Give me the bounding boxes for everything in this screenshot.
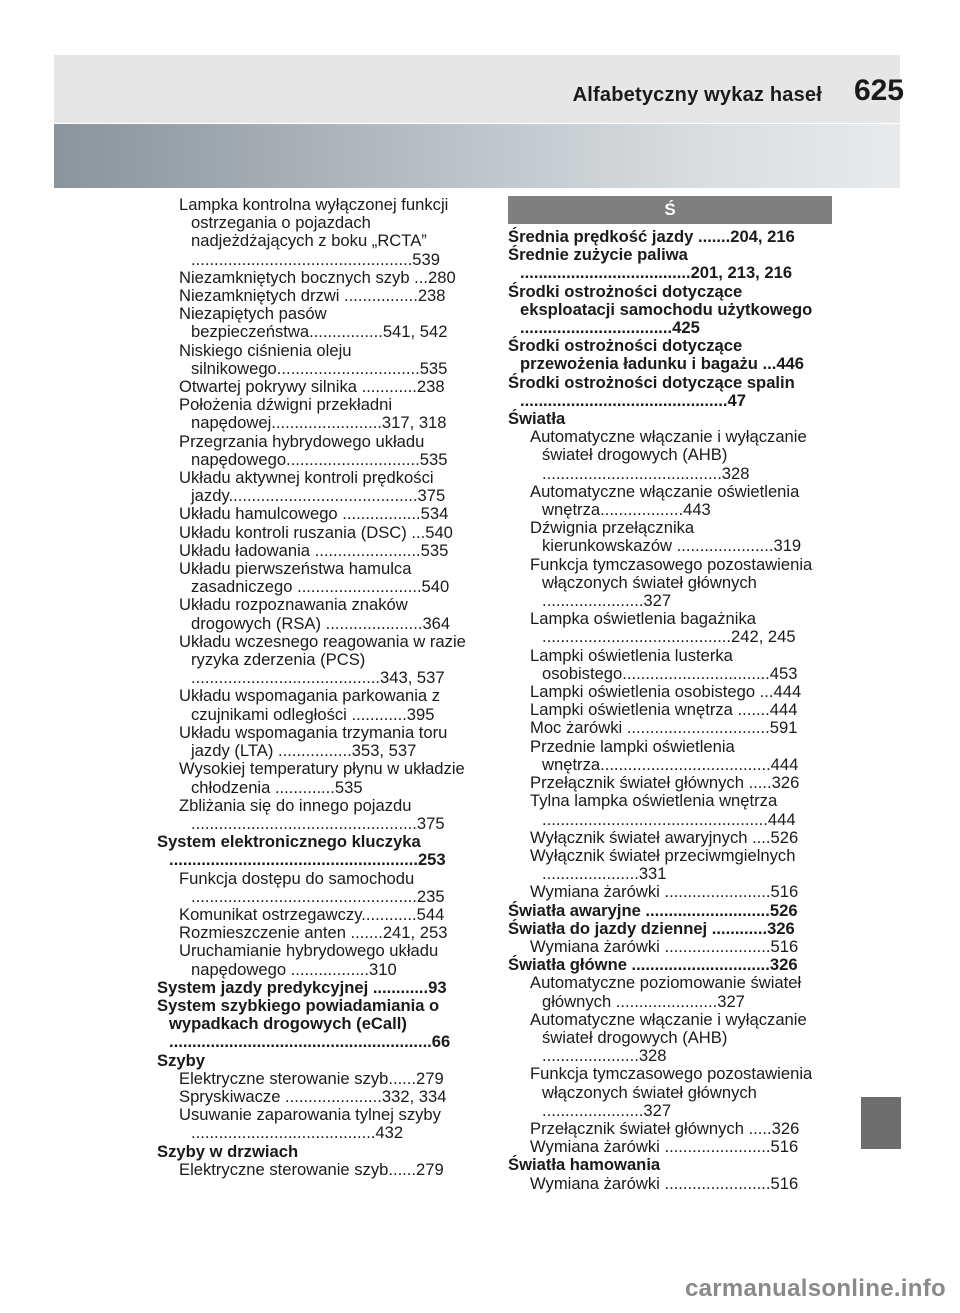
index-entry-main: Szyby: [157, 1050, 205, 1070]
index-entry-sub: Przełącznik świateł głównych .....326: [530, 1118, 800, 1138]
index-entry-sub: Przednie lampki oświetlenia wnętrza.....................................444: [530, 736, 799, 774]
index-entry-sub: Układu wspomagania parkowania z czujnikami odległości ............395: [179, 686, 441, 724]
index-entry-sub: Elektryczne sterowanie szyb......279: [179, 1068, 444, 1088]
index-entry-sub: Układu hamulcowego .................534: [179, 504, 449, 524]
index-entry-sub: Uruchamianie hybrydowego układu napędowego .................310: [179, 941, 439, 979]
index-entry-sub: Wymiana żarówki .......................516: [530, 936, 799, 956]
page-title: Alfabetyczny wykaz haseł: [572, 84, 822, 106]
index-entry-main: Szyby w drzwiach: [157, 1141, 299, 1161]
index-entry-sub: Wymiana żarówki .......................516: [530, 1173, 799, 1193]
index-entry-main: Środki ostrożności dotyczące spalin .............................................47: [508, 372, 795, 410]
index-entry-sub: Tylna lampka oświetlenia wnętrza .................................................444: [530, 791, 796, 829]
index-column-left: [157, 196, 473, 1179]
index-entry-sub: Układu aktywnej kontroli prędkości jazdy.........................................375: [179, 468, 446, 506]
index-entry-sub: Wyłącznik świateł awaryjnych ....526: [530, 827, 799, 847]
section-header-letter: Ś: [508, 196, 832, 224]
index-entry-sub: Lampki oświetlenia lusterka osobistego................................453: [530, 645, 798, 683]
index-entry-sub: Niezamkniętych drzwi ................238: [179, 286, 446, 306]
index-entry-main: System jazdy predykcyjnej ............93: [157, 977, 447, 997]
index-entry-sub: Automatyczne włączanie oświetlenia wnętrza..................443: [530, 481, 800, 520]
index-entry-sub: Niezapiętych pasów bezpieczeństwa................541, 542: [179, 304, 448, 342]
index-entry-sub: Zbliżania się do innego pojazdu .................................................375: [179, 795, 445, 833]
index-entry-main: Światła do jazdy dziennej ............326: [508, 918, 795, 938]
index-entry-sub: Wysokiej temperatury płynu w układzie chłodzenia .............535: [179, 759, 465, 797]
index-entry-sub: Niskiego ciśnienia oleju silnikowego...............................535: [179, 340, 448, 378]
index-entry-main: Średnie zużycie paliwa .....................................201, 213, 216: [508, 245, 793, 283]
index-entry-main: System szybkiego powiadamiania o wypadkach drogowych (eCall) .........................................................66: [157, 995, 451, 1052]
index-entry-sub: Funkcja tymczasowego pozostawienia włączonych świateł głównych ......................327: [530, 1064, 813, 1120]
index-entry-sub: Spryskiwacze .....................332, 334: [179, 1086, 447, 1106]
index-entry-sub: Automatyczne poziomowanie świateł głównych ......................327: [530, 973, 802, 1011]
index-entry-sub: Wymiana żarówki .......................516: [530, 882, 799, 902]
index-entry-sub: Układu pierwszeństwa hamulca zasadniczego ...........................540: [179, 559, 450, 597]
index-entry-sub: Otwartej pokrywy silnika ............238: [179, 377, 445, 397]
index-column-right: [508, 196, 825, 1193]
header-banner: [54, 124, 900, 188]
watermark: carmanualsonline.info: [684, 1275, 946, 1302]
index-entry-sub: Układu wspomagania trzymania toru jazdy (LTA) ................353, 537: [179, 722, 448, 761]
index-entry-main: Światła hamowania: [508, 1155, 661, 1175]
index-entry-sub: Lampki oświetlenia osobistego ...444: [530, 682, 802, 702]
index-entry-sub: Układu wczesnego reagowania w razie ryzyka zderzenia (PCS) .........................................343, 537: [179, 631, 466, 688]
index-entry-main: Światła główne ..............................326: [508, 955, 798, 975]
chapter-edge-tab: [861, 1097, 901, 1149]
index-entry-sub: Przełącznik świateł głównych .....326: [530, 773, 800, 793]
index-entry-sub: Komunikat ostrzegawczy............544: [179, 904, 445, 924]
index-entry-main: Średnia prędkość jazdy .......204, 216: [508, 227, 795, 246]
index-entry-sub: Układu ładowania .......................535: [179, 540, 449, 560]
index-entry-sub: Elektryczne sterowanie szyb......279: [179, 1159, 444, 1179]
index-entry-sub: Układu kontroli ruszania (DSC) ...540: [179, 522, 453, 542]
index-entry-sub: Funkcja tymczasowego pozostawienia włączonych świateł głównych ......................327: [530, 554, 813, 611]
index-entry-sub: Wymiana żarówki .......................516: [530, 1137, 799, 1157]
index-entry-main: Środki ostrożności dotyczące eksploatacji samochodu użytkowego .................................425: [508, 281, 813, 338]
index-entry-main: Środki ostrożności dotyczące przewożenia ładunku i bagażu ...446: [508, 336, 805, 374]
index-entry-sub: Moc żarówki ...............................591: [530, 718, 798, 738]
index-entry-sub: Automatyczne włączanie i wyłączanie świateł drogowych (AHB) .......................................328: [530, 427, 807, 483]
index-entry-sub: Lampki oświetlenia wnętrza .......444: [530, 700, 798, 720]
index-entries-right: [508, 228, 825, 1193]
index-entry-sub: Niezamkniętych bocznych szyb ...280: [179, 267, 456, 287]
index-entry-sub: Automatyczne włączanie i wyłączanie świateł drogowych (AHB) .....................328: [530, 1009, 807, 1066]
index-entry-sub: Przegrzania hybrydowego układu napędowego.............................535: [179, 431, 448, 469]
index-entry-main: Światła awaryjne ...........................526: [508, 900, 798, 920]
page-number: 625: [853, 74, 904, 107]
index-entry-sub: Wyłącznik świateł przeciwmgielnych .....................331: [530, 845, 796, 884]
index-entry-sub: Położenia dźwigni przekładni napędowej........................317, 318: [179, 395, 447, 433]
index-entry-sub: Funkcja dostępu do samochodu .................................................235: [179, 868, 445, 906]
index-entry-sub: Lampka kontrolna wyłączonej funkcji ostrzegania o pojazdach nadjeżdżających z boku „RCTA” ................................................539: [179, 195, 449, 269]
index-entry-main: Światła: [508, 409, 566, 429]
index-entry-sub: Dźwignia przełącznika kierunkowskazów .....................319: [530, 518, 802, 556]
index-entry-main: System elektronicznego kluczyka ......................................................253: [157, 832, 446, 870]
index-entry-sub: Lampka oświetlenia bagażnika .........................................242, 245: [530, 609, 796, 647]
index-entry-sub: Układu rozpoznawania znaków drogowych (RSA) .....................364: [179, 595, 451, 633]
index-entry-sub: Rozmieszczenie anten .......241, 253: [179, 923, 448, 943]
index-entry-sub: Usuwanie zaparowania tylnej szyby ........................................432: [179, 1105, 441, 1143]
